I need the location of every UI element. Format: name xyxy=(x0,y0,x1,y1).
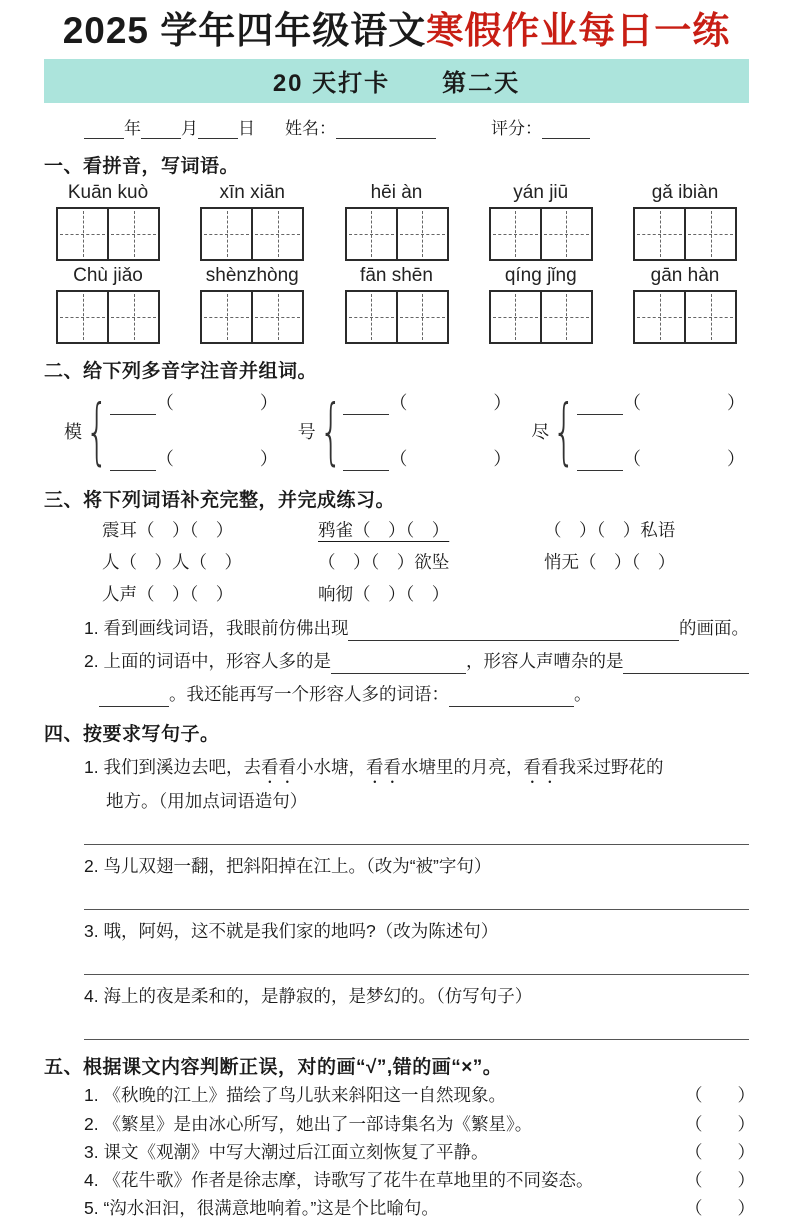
title-black-part: 2025 学年四年级语文 xyxy=(62,10,427,51)
month-label: 月 xyxy=(181,118,198,138)
polyphone-char: 尽 xyxy=(531,421,550,442)
score-label: 评分： xyxy=(491,118,542,138)
pinyin-label: hēi àn xyxy=(370,181,423,203)
judge-paren: （ ） xyxy=(685,1169,755,1190)
s3-question-1 xyxy=(84,615,749,641)
fill-blank xyxy=(623,654,749,674)
judge-text: 4. 《花牛歌》作者是徐志摩，诗歌写了花牛在草地里的不同姿态。 xyxy=(84,1169,594,1190)
close-paren: ） xyxy=(493,448,512,469)
open-paren: （ xyxy=(623,392,641,413)
answer-line xyxy=(84,880,749,910)
pinyin-blank xyxy=(110,397,156,415)
grid-cell xyxy=(635,292,686,342)
grid-cell xyxy=(542,292,591,342)
pinyin-label: xīn xiān xyxy=(219,181,285,203)
grid-cell xyxy=(202,209,253,259)
pinyin-label: shènzhòng xyxy=(205,264,299,286)
section-1-title: 一、看拼音，写词语。 xyxy=(44,155,240,177)
q2-text-end: 。 xyxy=(574,684,592,705)
writing-grid xyxy=(633,207,737,261)
grid-cell xyxy=(253,209,302,259)
idiom-cell xyxy=(544,582,749,607)
meta-line xyxy=(44,114,749,139)
answer-row xyxy=(577,391,745,415)
judge-item xyxy=(84,1140,755,1164)
open-paren: （ xyxy=(155,392,174,413)
writing-grid xyxy=(489,290,593,344)
q2-text: 2. 上面的词语中，形容人多的是 xyxy=(84,650,331,671)
title-red-part: 寒假作业每日一练 xyxy=(426,10,731,51)
sentence-text-line2: 地方。（用加点词语造句） xyxy=(106,791,308,812)
idiom-cell: 人声（ ）（ ） xyxy=(102,584,234,605)
idiom-cell: 悄无（ ）（ ） xyxy=(544,551,676,572)
pinyin-column xyxy=(487,182,595,261)
dotted-word: 看看 xyxy=(523,757,559,778)
q2-text-cont: 。我还能再写一个形容人多的词语： xyxy=(169,684,449,705)
pinyin-column xyxy=(343,182,451,261)
brace-glyph: { xyxy=(319,388,342,473)
section-2-title: 二、给下列多音字注音并组词。 xyxy=(44,360,318,382)
pinyin-row-2 xyxy=(44,265,749,344)
polyphone-group xyxy=(64,389,278,473)
q1-text: 1. 看到画线词语，我眼前仿佛出现 xyxy=(84,617,349,638)
grid-cell xyxy=(398,209,447,259)
pinyin-blank xyxy=(343,397,389,415)
s3-question-2-line2 xyxy=(99,681,749,707)
open-paren: （ xyxy=(155,448,174,469)
close-paren: ） xyxy=(493,392,512,413)
s4-sentence-3: 3. 哦，阿妈，这不就是我们家的地吗?（改为陈述句） xyxy=(84,921,499,942)
sentence-text: 1. 我们到溪边去吧，去 xyxy=(84,757,261,778)
answer-row xyxy=(110,447,278,471)
fill-blank xyxy=(331,656,466,674)
sentence-text: 小水塘， xyxy=(295,757,366,778)
grid-cell xyxy=(686,292,735,342)
grid-cell xyxy=(58,209,109,259)
s4-sentence-1 xyxy=(84,753,749,815)
day-label: 日 xyxy=(238,118,255,138)
pinyin-row-1 xyxy=(44,182,749,261)
polyphone-answers xyxy=(577,391,745,471)
pinyin-column xyxy=(487,265,595,344)
writing-grid xyxy=(56,290,160,344)
writing-grid xyxy=(56,207,160,261)
judge-item xyxy=(84,1196,755,1220)
polyphone-answers xyxy=(343,391,511,471)
pinyin-column xyxy=(198,182,306,261)
sentence-text: 我采过野花的 xyxy=(558,757,664,778)
answer-line xyxy=(84,815,749,845)
answer-row xyxy=(577,447,745,471)
fill-blank xyxy=(449,689,574,707)
polyphone-group xyxy=(531,389,745,473)
close-paren: ） xyxy=(259,448,278,469)
dotted-word: 看看 xyxy=(365,757,401,778)
answer-row xyxy=(343,447,511,471)
open-paren: （ xyxy=(389,392,408,413)
section-3-title: 三、将下列词语补充完整，并完成练习。 xyxy=(44,489,396,511)
idiom-cell: 人（ ）人（ ） xyxy=(102,551,242,572)
pinyin-column xyxy=(343,265,451,344)
idiom-cell: 响彻（ ）（ ） xyxy=(318,584,450,605)
polyphone-answers xyxy=(110,391,278,471)
name-label: 姓名： xyxy=(285,118,336,138)
sentence-text: 水塘里的月亮， xyxy=(400,757,524,778)
idiom-cell: （ ）（ ）欲坠 xyxy=(318,551,450,572)
grid-cell xyxy=(686,209,735,259)
pinyin-label: fān shēn xyxy=(360,264,433,286)
brace-glyph: { xyxy=(552,388,576,473)
idiom-cell-underlined: 鸦雀（ ）（ ） xyxy=(318,519,450,540)
judge-text: 1. 《秋晚的江上》描绘了鸟儿驮来斜阳这一自然现象。 xyxy=(84,1085,506,1106)
judge-paren: （ ） xyxy=(685,1113,755,1134)
pinyin-label: Kuān kuò xyxy=(67,181,149,203)
pinyin-column xyxy=(54,182,162,261)
s4-sentence-4: 4. 海上的夜是柔和的，是静寂的，是梦幻的。（仿写句子） xyxy=(84,986,533,1007)
grid-cell xyxy=(491,209,542,259)
pinyin-column xyxy=(631,265,739,344)
judge-paren: （ ） xyxy=(685,1085,755,1106)
grid-cell xyxy=(347,209,398,259)
name-blank xyxy=(336,121,436,139)
close-paren: ） xyxy=(259,392,278,413)
writing-grid xyxy=(200,290,304,344)
judge-text: 2. 《繁星》是由冰心所写，她出了一部诗集名为《繁星》。 xyxy=(84,1113,533,1134)
grid-cell xyxy=(491,292,542,342)
pinyin-label: gān hàn xyxy=(650,264,720,286)
s3-question-2-line1 xyxy=(84,648,749,674)
day-banner: 20 天打卡 第二天 xyxy=(44,59,749,103)
day-blank xyxy=(198,121,238,139)
answer-row xyxy=(110,391,278,415)
judge-text: 3. 课文《观潮》中写大潮过后江面立刻恢复了平静。 xyxy=(84,1141,489,1162)
grid-cell xyxy=(109,292,158,342)
writing-grid xyxy=(200,207,304,261)
judge-item xyxy=(84,1112,755,1136)
grid-cell xyxy=(202,292,253,342)
s4-sentence-2: 2. 鸟儿双翅一翻，把斜阳掉在江上。（改为“被”字句） xyxy=(84,856,492,877)
judge-list xyxy=(84,1083,755,1220)
dotted-word: 看看 xyxy=(260,757,296,778)
pinyin-column xyxy=(54,265,162,344)
judge-paren: （ ） xyxy=(685,1141,755,1162)
brace-glyph: { xyxy=(85,388,109,473)
grid-cell xyxy=(109,209,158,259)
judge-item xyxy=(84,1083,755,1107)
month-blank xyxy=(141,121,181,139)
section-5-title: 五、根据课文内容判断正误，对的画“√”,错的画“×”。 xyxy=(44,1057,503,1079)
fill-blank xyxy=(99,689,169,707)
writing-grid xyxy=(633,290,737,344)
score-blank xyxy=(542,121,590,139)
idiom-cell: 震耳（ ）（ ） xyxy=(102,519,234,540)
pinyin-label: yán jiū xyxy=(513,181,569,203)
answer-row xyxy=(343,391,511,415)
judge-paren: （ ） xyxy=(685,1197,755,1218)
judge-text: 5. “沟水汩汩，很满意地响着。”这是个比喻句。 xyxy=(84,1197,439,1218)
judge-item xyxy=(84,1168,755,1192)
q1-text-end: 的画面。 xyxy=(679,617,749,638)
open-paren: （ xyxy=(389,448,408,469)
pinyin-blank xyxy=(577,453,623,471)
fill-blank xyxy=(348,621,679,641)
grid-cell xyxy=(398,292,447,342)
close-paren: ） xyxy=(727,448,745,469)
open-paren: （ xyxy=(623,448,641,469)
pinyin-column xyxy=(631,182,739,261)
section-4-title: 四、按要求写句子。 xyxy=(44,724,220,746)
pinyin-blank xyxy=(343,453,389,471)
page-title xyxy=(44,10,749,53)
pinyin-label: Chù jiǎo xyxy=(73,264,143,286)
pinyin-blank xyxy=(110,453,156,471)
close-paren: ） xyxy=(727,392,745,413)
grid-cell xyxy=(58,292,109,342)
answer-line xyxy=(84,1010,749,1040)
year-label: 年 xyxy=(124,118,141,138)
writing-grid xyxy=(345,290,449,344)
q2-text-mid: ，形容人声嘈杂的是 xyxy=(465,650,624,671)
writing-grid xyxy=(345,207,449,261)
idiom-cell: （ ）（ ）私语 xyxy=(544,519,676,540)
grid-cell xyxy=(542,209,591,259)
polyphone-row xyxy=(44,383,749,473)
grid-cell xyxy=(635,209,686,259)
polyphone-char: 模 xyxy=(64,421,82,442)
pinyin-column xyxy=(198,265,306,344)
idiom-grid xyxy=(102,518,749,608)
pinyin-label: gǎ ibiàn xyxy=(651,181,719,203)
pinyin-blank xyxy=(577,397,623,415)
answer-line xyxy=(84,945,749,975)
grid-cell xyxy=(347,292,398,342)
writing-grid xyxy=(489,207,593,261)
grid-cell xyxy=(253,292,302,342)
year-blank xyxy=(84,121,124,139)
pinyin-label: qíng jǐng xyxy=(504,264,577,286)
polyphone-char: 号 xyxy=(297,421,316,442)
polyphone-group xyxy=(298,389,512,473)
